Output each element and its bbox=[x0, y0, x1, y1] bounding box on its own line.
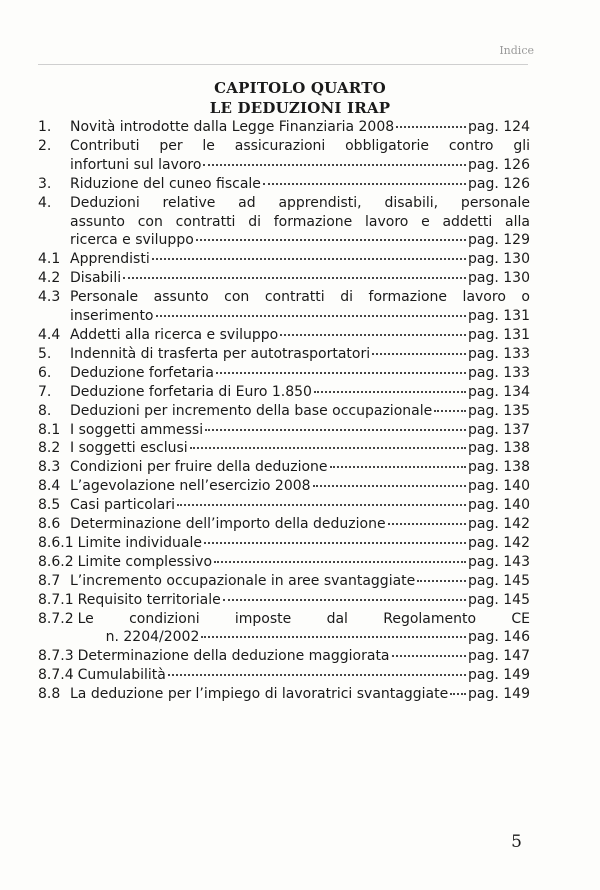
toc-entry-page: pag. 133 bbox=[468, 345, 530, 362]
toc-entry-page: pag. 142 bbox=[468, 516, 530, 533]
toc-entry bbox=[38, 118, 530, 137]
dot-leader bbox=[372, 353, 466, 355]
toc-entry-page: pag. 133 bbox=[468, 364, 530, 381]
toc-entry-number: 8.4 bbox=[38, 478, 61, 495]
toc-entry-number: 6. bbox=[38, 364, 52, 381]
toc-entry-final-line bbox=[70, 421, 530, 440]
toc-entry-page: pag. 147 bbox=[468, 648, 530, 665]
toc-entry-final-line bbox=[70, 364, 530, 383]
toc-entry-number: 8.2 bbox=[38, 440, 61, 457]
toc-entry-title: Determinazione dell’importo della deduzione bbox=[70, 516, 386, 533]
toc-entry-final-line bbox=[70, 439, 530, 458]
toc-entry-page: pag. 124 bbox=[468, 119, 530, 135]
chapter-label: CAPITOLO QUARTO bbox=[214, 79, 386, 97]
toc-entry-title: Deduzione forfetaria di Euro 1.850 bbox=[70, 383, 312, 400]
toc-entry-body bbox=[70, 496, 530, 515]
toc-entry-body bbox=[70, 458, 530, 477]
dot-leader bbox=[190, 447, 466, 449]
toc-entry bbox=[38, 553, 530, 572]
toc-entry-page: pag. 126 bbox=[468, 156, 530, 173]
toc-entry-body bbox=[70, 364, 530, 383]
dot-leader bbox=[205, 429, 466, 431]
toc-entry-title: La deduzione per l’impiego di lavoratrici svantaggiate bbox=[70, 686, 449, 703]
toc-entry-final-line bbox=[70, 458, 530, 477]
toc-entry-title: Requisito territoriale bbox=[77, 591, 221, 608]
toc-entry-final-line bbox=[70, 326, 530, 345]
toc-entry-page: pag. 140 bbox=[468, 497, 530, 514]
dot-leader bbox=[263, 183, 466, 185]
toc-entry-title: inserimento bbox=[70, 308, 154, 325]
toc-entry-page: pag. 131 bbox=[468, 308, 530, 325]
toc-entry bbox=[38, 534, 530, 553]
dot-leader bbox=[156, 315, 467, 317]
toc-entry-number: 8.3 bbox=[38, 459, 61, 476]
toc-entry-final-line bbox=[70, 515, 530, 534]
toc-entry-final-line bbox=[70, 156, 530, 175]
toc-entry bbox=[38, 685, 530, 704]
toc-entry-final-line bbox=[78, 666, 530, 685]
toc-entry-final-line bbox=[78, 534, 530, 553]
chapter-title: LE DEDUZIONI IRAP bbox=[209, 99, 391, 117]
toc-entry bbox=[38, 326, 530, 345]
dot-leader bbox=[396, 126, 466, 128]
toc-entry-final-line bbox=[70, 307, 530, 326]
toc-entry-body bbox=[70, 515, 530, 534]
toc-entry-number: 4.4 bbox=[38, 326, 61, 343]
toc-entry-text-line: Contributi per le assicurazioni obbligatorie contro gli bbox=[70, 137, 530, 154]
toc-entry-body bbox=[70, 439, 530, 458]
toc-entry-body bbox=[78, 591, 530, 610]
toc-entry bbox=[38, 269, 530, 288]
toc-entry-final-line bbox=[70, 269, 530, 288]
toc-entry bbox=[38, 137, 530, 175]
toc-entry-body bbox=[70, 326, 530, 345]
toc-entry-final-line bbox=[70, 231, 530, 250]
toc-entry-number: 8.7.1 bbox=[38, 591, 74, 608]
dot-leader bbox=[201, 636, 466, 638]
toc-entry-page: pag. 138 bbox=[468, 440, 530, 457]
dot-leader bbox=[216, 372, 466, 374]
toc-entry-number: 8.6.1 bbox=[38, 534, 74, 551]
toc-entry-title: infortuni sul lavoro bbox=[70, 156, 202, 173]
toc-entry-number: 8.7 bbox=[38, 572, 61, 589]
toc-entry-text-line: assunto con contratti di formazione lavoro e addetti alla bbox=[70, 213, 530, 230]
dot-leader bbox=[330, 466, 466, 468]
toc-entry-title: ricerca e sviluppo bbox=[70, 232, 194, 249]
toc-entry-number: 1. bbox=[38, 119, 52, 135]
dot-leader bbox=[214, 561, 466, 563]
dot-leader bbox=[417, 580, 466, 582]
running-head: Indice bbox=[499, 44, 534, 57]
toc-entry-body bbox=[78, 534, 530, 553]
toc-entry-final-line bbox=[70, 175, 530, 194]
dot-leader bbox=[450, 693, 466, 695]
toc-entry-number: 2. bbox=[38, 137, 52, 154]
toc-entry bbox=[38, 383, 530, 402]
toc-entry-title: L’agevolazione nell’esercizio 2008 bbox=[70, 478, 311, 495]
toc-entry-page: pag. 130 bbox=[468, 270, 530, 287]
toc-entry bbox=[38, 288, 530, 326]
toc-entry-title: Deduzione forfetaria bbox=[70, 364, 214, 381]
toc-entry-body bbox=[70, 288, 530, 326]
toc-entry-page: pag. 145 bbox=[468, 572, 530, 589]
toc-entry-number: 8.7.4 bbox=[38, 667, 74, 684]
toc-entry bbox=[38, 477, 530, 496]
toc-entry-number: 4.3 bbox=[38, 289, 61, 306]
toc-entry bbox=[38, 345, 530, 364]
dot-leader bbox=[123, 277, 466, 279]
toc-entry-number: 7. bbox=[38, 383, 52, 400]
toc-entry bbox=[38, 175, 530, 194]
toc-entry-body bbox=[70, 572, 530, 591]
toc-entry-page: pag. 131 bbox=[468, 326, 530, 343]
dot-leader bbox=[168, 674, 466, 676]
toc-entry bbox=[38, 572, 530, 591]
toc-entry-number: 4.1 bbox=[38, 251, 61, 268]
toc-entry-body bbox=[70, 250, 530, 269]
toc-entry-body bbox=[78, 647, 530, 666]
toc-entry-final-line bbox=[70, 572, 530, 591]
toc-entry-body bbox=[78, 666, 530, 685]
toc-entry-final-line bbox=[78, 553, 530, 572]
toc-entry-page: pag. 149 bbox=[468, 686, 530, 703]
toc-entry-title: Limite complessivo bbox=[77, 553, 213, 570]
toc-entry-final-line bbox=[70, 250, 530, 269]
toc-entry-title: L’incremento occupazionale in aree svantaggiate bbox=[70, 572, 416, 589]
toc-entry-body bbox=[70, 477, 530, 496]
toc-entry-final-line bbox=[70, 477, 530, 496]
page-number: 5 bbox=[511, 832, 522, 852]
toc-entry-body bbox=[70, 685, 530, 704]
toc-entry-body bbox=[78, 610, 530, 648]
dot-leader bbox=[434, 410, 466, 412]
toc-entry-number: 5. bbox=[38, 345, 52, 362]
toc-entry-body bbox=[70, 421, 530, 440]
toc-entry-title: Indennità di trasferta per autotrasportatori bbox=[70, 345, 371, 362]
toc-entry-text-line: Deduzioni relative ad apprendisti, disabili, personale bbox=[70, 194, 530, 211]
dot-leader bbox=[314, 391, 466, 393]
toc-entry bbox=[38, 194, 530, 251]
toc-entry bbox=[38, 250, 530, 269]
toc-entry-number: 8.6 bbox=[38, 516, 61, 533]
toc-entry-page: pag. 126 bbox=[468, 175, 530, 192]
toc-entry-final-line bbox=[70, 402, 530, 421]
toc-entry-text-line: Personale assunto con contratti di formazione lavoro o bbox=[70, 289, 530, 306]
toc-entry-body bbox=[70, 118, 530, 137]
toc-entry-page: pag. 129 bbox=[468, 232, 530, 249]
toc-entry-final-line bbox=[78, 591, 530, 610]
dot-leader bbox=[177, 504, 466, 506]
toc-entry bbox=[38, 610, 530, 648]
dot-leader bbox=[152, 258, 466, 260]
dot-leader bbox=[388, 523, 466, 525]
toc-entry-number: 8.7.2 bbox=[38, 610, 74, 627]
toc-entry-number: 8.6.2 bbox=[38, 553, 74, 570]
toc-entry-page: pag. 140 bbox=[468, 478, 530, 495]
toc-entry-title: Addetti alla ricerca e sviluppo bbox=[70, 326, 279, 343]
dot-leader bbox=[223, 599, 466, 601]
toc-entry-body bbox=[70, 137, 530, 175]
toc-entry-page: pag. 130 bbox=[468, 251, 530, 268]
toc-entry-page: pag. 134 bbox=[468, 383, 530, 400]
toc-entry-page: pag. 145 bbox=[468, 591, 530, 608]
dot-leader bbox=[196, 239, 466, 241]
toc-entry-title: Novità introdotte dalla Legge Finanziaria 2008 bbox=[70, 119, 395, 135]
dot-leader bbox=[203, 164, 466, 166]
toc-entry-final-line bbox=[70, 685, 530, 704]
toc-entry-title: Cumulabilità bbox=[77, 667, 166, 684]
toc-entry-body bbox=[70, 175, 530, 194]
toc-entry-number: 8.1 bbox=[38, 421, 61, 438]
toc-entry-title: Apprendisti bbox=[70, 251, 150, 268]
toc-entry-body bbox=[70, 269, 530, 288]
chapter-heading bbox=[0, 78, 600, 118]
toc-entry bbox=[38, 364, 530, 383]
toc-entry-body bbox=[70, 345, 530, 364]
toc-entry-page: pag. 149 bbox=[468, 667, 530, 684]
toc-entry-title: I soggetti esclusi bbox=[70, 440, 188, 457]
dot-leader bbox=[313, 485, 466, 487]
toc-entry bbox=[38, 591, 530, 610]
toc-entry-number: 8. bbox=[38, 402, 52, 419]
dot-leader bbox=[204, 542, 466, 544]
toc-entry-number: 4.2 bbox=[38, 270, 61, 287]
toc-entry-title: Casi particolari bbox=[70, 497, 175, 514]
toc-entry-page: pag. 138 bbox=[468, 459, 530, 476]
toc-entry-final-line bbox=[70, 345, 530, 364]
toc-entry bbox=[38, 439, 530, 458]
toc-entry-body bbox=[78, 553, 530, 572]
toc-entry-title: Determinazione della deduzione maggiorata bbox=[77, 648, 390, 665]
toc-entry-final-line bbox=[78, 628, 530, 647]
toc-entry-page: pag. 146 bbox=[468, 629, 530, 646]
toc-entry bbox=[38, 666, 530, 685]
toc-entry bbox=[38, 647, 530, 666]
toc-entry-body bbox=[70, 383, 530, 402]
toc-entry-page: pag. 135 bbox=[468, 402, 530, 419]
table-of-contents bbox=[38, 118, 530, 704]
dot-leader bbox=[280, 334, 466, 336]
toc-entry-final-line bbox=[70, 383, 530, 402]
toc-entry-number: 4. bbox=[38, 194, 52, 211]
toc-entry-final-line bbox=[70, 118, 530, 137]
toc-entry-text-line: Le condizioni imposte dal Regolamento CE bbox=[77, 610, 530, 627]
dot-leader bbox=[392, 655, 467, 657]
toc-entry-number: 8.7.3 bbox=[38, 648, 74, 665]
toc-entry-number: 8.5 bbox=[38, 497, 61, 514]
toc-entry-final-line bbox=[70, 496, 530, 515]
toc-entry-body bbox=[70, 194, 530, 251]
toc-entry bbox=[38, 421, 530, 440]
toc-entry-page: pag. 142 bbox=[468, 534, 530, 551]
toc-entry-title: Condizioni per fruire della deduzione bbox=[70, 459, 328, 476]
toc-entry-title: Riduzione del cuneo fiscale bbox=[70, 175, 261, 192]
toc-entry bbox=[38, 515, 530, 534]
toc-entry-title: Limite individuale bbox=[77, 534, 202, 551]
toc-entry bbox=[38, 458, 530, 477]
toc-entry-title: n. 2204/2002 bbox=[105, 629, 200, 646]
toc-entry-body bbox=[70, 402, 530, 421]
toc-entry bbox=[38, 496, 530, 515]
toc-entry-page: pag. 143 bbox=[468, 553, 530, 570]
toc-entry-number: 8.8 bbox=[38, 686, 61, 703]
toc-entry-final-line bbox=[78, 647, 530, 666]
toc-entry-number: 3. bbox=[38, 175, 52, 192]
header-rule bbox=[38, 64, 528, 65]
toc-entry-title: Deduzioni per incremento della base occupazionale bbox=[70, 402, 433, 419]
toc-entry-title: Disabili bbox=[70, 270, 122, 287]
toc-entry-page: pag. 137 bbox=[468, 421, 530, 438]
toc-entry-title: I soggetti ammessi bbox=[70, 421, 204, 438]
toc-entry bbox=[38, 402, 530, 421]
